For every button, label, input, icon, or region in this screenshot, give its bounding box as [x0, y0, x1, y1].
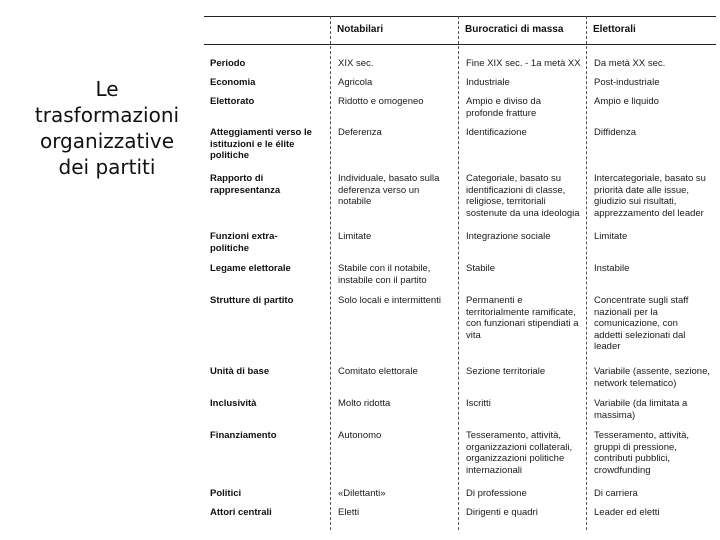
table-cell: Di carriera — [594, 488, 638, 499]
row-label: Elettorato — [210, 96, 255, 107]
table-cell: Sezione territoriale — [466, 366, 546, 377]
table-cell: Da metà XX sec. — [594, 58, 666, 69]
table-cell: Ampio e diviso da profonde fratture — [466, 96, 541, 119]
table-cell: Stabile — [466, 263, 496, 274]
row-label: Funzioni extra-politiche — [210, 231, 278, 254]
column-divider — [458, 16, 459, 530]
table-cell: Dirigenti e quadri — [466, 507, 538, 518]
table-cell: Ampio e liquido — [594, 96, 659, 107]
table-cell: Concentrate sugli staff nazionali per la comunicazione, con addetti selezionati dal leader — [594, 295, 689, 352]
row-label: Strutture di partito — [210, 295, 294, 306]
table-cell: Industriale — [466, 77, 510, 88]
table-cell: Fine XIX sec. - 1a metà XX — [466, 58, 581, 69]
row-label: Unità di base — [210, 366, 270, 377]
table-cell: Limitate — [594, 231, 628, 242]
table-cell: Limitate — [338, 231, 372, 242]
table-cell: Variabile (da limitata a massima) — [594, 398, 688, 421]
table-cell: Molto ridotta — [338, 398, 391, 409]
table-cell: Comitato elettorale — [338, 366, 418, 377]
table-header-rule — [204, 44, 716, 45]
table-cell: Tesseramento, attività, gruppi di pressione, contributi pubblici, crowdfunding — [594, 430, 690, 476]
table-cell: Ridotto e omogeneo — [338, 96, 424, 107]
comparison-table — [204, 16, 716, 530]
table-cell: Di professione — [466, 488, 527, 499]
header-notabilari: Notabilari — [337, 24, 384, 35]
table-cell: XIX sec. — [338, 58, 374, 69]
title-line: trasformazioni — [34, 103, 180, 127]
row-label: Rapporto di rappresentanza — [210, 173, 281, 196]
title-line: Le — [95, 77, 119, 101]
table-cell: Deferenza — [338, 127, 382, 138]
table-cell: Stabile con il notabile, instabile con il partito — [338, 263, 431, 286]
table-cell: Instabile — [594, 263, 630, 274]
table-cell: Post-industriale — [594, 77, 660, 88]
table-cell: «Dilettanti» — [338, 488, 386, 499]
slide-title — [12, 76, 202, 180]
row-label: Economia — [210, 77, 256, 88]
table-cell: Identificazione — [466, 127, 527, 138]
table-cell: Permanenti e territorialmente ramificate, con funzionari stipendiati a vita — [466, 295, 579, 341]
row-label: Attori centrali — [210, 507, 272, 518]
header-elettorali: Elettorali — [593, 24, 636, 35]
header-burocratici: Burocratici di massa — [465, 24, 564, 35]
table-cell: Tesseramento, attività, organizzazioni collaterali, organizzazioni politiche internazionali — [466, 430, 573, 476]
title-line: dei partiti — [58, 155, 156, 179]
table-cell: Autonomo — [338, 430, 382, 441]
column-divider — [586, 16, 587, 530]
table-cell: Variabile (assente, sezione, network telematico) — [594, 366, 710, 389]
row-label: Periodo — [210, 58, 246, 69]
table-cell: Agricola — [338, 77, 373, 88]
table-cell: Solo locali e intermittenti — [338, 295, 441, 306]
row-label: Inclusività — [210, 398, 257, 409]
table-cell: Intercategoriale, basato su priorità date alle issue, giudizio sui risultati, apprezzamento del leader — [594, 173, 706, 219]
row-label: Finanziamento — [210, 430, 277, 441]
row-label: Atteggiamenti verso le istituzioni e le élite politiche — [210, 127, 312, 161]
table-cell: Diffidenza — [594, 127, 637, 138]
table-cell: Integrazione sociale — [466, 231, 551, 242]
title-line: organizzative — [39, 129, 175, 153]
table-cell: Iscritti — [466, 398, 491, 409]
table-cell: Leader ed eletti — [594, 507, 660, 518]
table-cell: Eletti — [338, 507, 360, 518]
row-label: Politici — [210, 488, 242, 499]
table-cell: Categoriale, basato su identificazioni di classe, religiose, territoriali sostenute da una ideologia — [466, 173, 580, 219]
table-cell: Individuale, basato sulla deferenza verso un notabile — [338, 173, 440, 207]
column-divider — [330, 16, 331, 530]
table-top-rule — [204, 16, 716, 17]
row-label: Legame elettorale — [210, 263, 291, 274]
